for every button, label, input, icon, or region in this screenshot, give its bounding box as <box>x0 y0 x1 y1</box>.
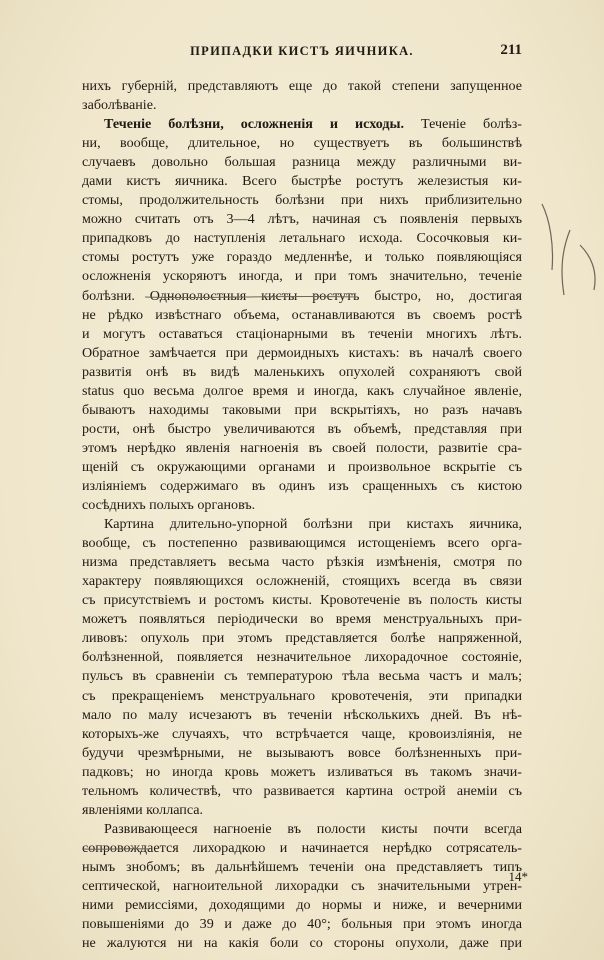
text-line <box>82 915 522 934</box>
text-line <box>82 877 522 896</box>
text-line <box>82 515 522 534</box>
pencil-underline <box>143 294 358 300</box>
text-line <box>82 191 522 210</box>
text-line-content: болѣзни. Однополостныя кисты ростутъ быстро, но, достигая <box>82 287 522 304</box>
text-line-content: заболѣваніе. <box>82 97 157 114</box>
text-line <box>82 210 522 229</box>
text-line-content: рости, онѣ быстро увеличиваются въ объемѣ, представляя при <box>82 420 522 437</box>
text-line <box>82 477 522 496</box>
text-line-content: и могутъ оставаться стаціонарными въ теченіи многихъ лѣтъ. <box>82 325 522 342</box>
text-line <box>82 363 522 382</box>
text-line-content: ни, вообще, длительное, но существуетъ въ большинствѣ <box>82 135 522 152</box>
text-line <box>82 134 522 153</box>
text-line <box>82 706 522 725</box>
text-line-content: припадковъ до наступленія летальнаго исхода. Сосочковыя ки- <box>82 230 522 247</box>
text-line <box>82 77 522 96</box>
text-line-content: сосѣднихъ полыхъ органовъ. <box>82 497 256 514</box>
text-line-content: стомы ростутъ уже гораздо медленнѣе, и только появляющіяся <box>82 249 522 266</box>
text-line-content: низма представляетъ весьма часто рѣзкія измѣненія, смотря по <box>82 554 522 571</box>
text-line-content: дами кистъ яичника. Всего быстрѣе ростутъ железистыя ки- <box>82 173 522 190</box>
text-line <box>82 248 522 267</box>
text-line-content: не рѣдко извѣстнаго объема, останавливаются въ своемъ ростѣ <box>82 306 522 323</box>
text-line <box>82 858 522 877</box>
text-line <box>82 629 522 648</box>
text-line <box>82 763 522 782</box>
text-line-content: ними ремиссіями, доходящими до нормы и ниже, и вечерними <box>82 897 522 914</box>
text-line <box>82 267 522 286</box>
text-line-content: характеру появляющихся осложненій, стоящихъ всегда въ связи <box>82 573 522 590</box>
text-line <box>82 896 522 915</box>
text-line-content: явленіями коллапса. <box>82 801 204 818</box>
text-line <box>82 610 522 629</box>
page-number: 211 <box>500 42 522 58</box>
text-line-content: изліяніемъ содержимаго въ одинъ изъ сращенныхъ съ кистою <box>82 477 522 494</box>
text-line-content: которыхъ-же случаяхъ, что встрѣчается чаще, кровоизліянія, не <box>82 725 522 742</box>
text-line <box>82 572 522 591</box>
pencil-underline <box>82 846 152 852</box>
text-line <box>82 172 522 191</box>
text-line <box>82 153 522 172</box>
text-line-content: развитія онѣ въ видѣ маленькихъ опухолей сохраняютъ свой <box>82 363 522 380</box>
text-line-content: вообще, съ постепенно развивающимся истощеніемъ всего орга- <box>82 535 522 552</box>
text-line-content: мало по малу исчезаютъ въ теченіи нѣсколькихъ дней. Въ нѣ- <box>82 706 522 723</box>
running-head: ПРИПАДКИ КИСТЪ ЯИЧНИКА. <box>190 44 414 58</box>
text-line <box>82 801 522 820</box>
text-line-content: status quo весьма долгое время и иногда, какъ случайное явленіе, <box>82 382 522 399</box>
text-line <box>82 725 522 744</box>
text-line-content: пульсъ въ сравненіи съ температурою тѣла весьма частъ и малъ; <box>82 668 522 685</box>
text-line-content: съ прекращеніемъ менструальнаго кровотеченія, эти припадки <box>82 687 522 704</box>
text-line <box>82 382 522 401</box>
text-line-content: падковъ; но иногда кровь можетъ изливаться въ такомъ значи- <box>82 763 522 780</box>
body-text <box>82 77 522 953</box>
text-line <box>82 115 522 134</box>
text-line-content: стомы, продолжительность болѣзни при нихъ приблизительно <box>82 192 522 209</box>
text-line <box>82 934 522 953</box>
text-line <box>82 820 522 839</box>
page-header <box>82 44 522 64</box>
text-line <box>82 744 522 763</box>
text-line-content: будучи чрезмѣрными, не вызываютъ вовсе болѣзненныхъ при- <box>82 744 522 761</box>
text-line <box>82 344 522 363</box>
text-line-content: нихъ губерній, представляютъ еще до такой степени запущенное <box>82 78 522 94</box>
margin-pencil-mark <box>540 200 604 310</box>
text-line-content: этомъ нерѣдко явленія нагноенія въ своей полости, развитіе сра- <box>82 439 522 456</box>
text-line <box>82 496 522 515</box>
text-line <box>82 306 522 325</box>
text-line-content: нымъ знобомъ; въ дальнѣйшемъ теченіи она представляетъ типъ <box>82 858 522 875</box>
text-line <box>82 687 522 706</box>
signature-mark: 14* <box>508 869 528 884</box>
text-line-content: болѣзненной, появляется незначительное лихорадочное состояніе, <box>82 649 522 666</box>
text-line <box>82 229 522 248</box>
text-line <box>82 96 522 115</box>
text-line-content: Обратное замѣчается при дермоидныхъ кистахъ: въ началѣ своего <box>82 344 522 361</box>
text-line <box>82 591 522 610</box>
text-line-content: сопровождается лихорадкою и начинается нерѣдко сотрясатель- <box>82 839 522 856</box>
text-line <box>82 439 522 458</box>
text-line <box>82 325 522 344</box>
text-line-content: осложненія ускоряютъ иногда, и при томъ значительно, теченіе <box>82 268 522 285</box>
text-line-content: случаевъ довольно большая разница между различными ви- <box>82 154 522 171</box>
text-line-content: съ присутствіемъ и ростомъ кисты. Кровотеченіе въ полость кисты <box>82 592 522 609</box>
text-line <box>82 534 522 553</box>
text-line <box>82 782 522 801</box>
text-line <box>82 401 522 420</box>
text-line-content: Картина длительно-упорной болѣзни при кистахъ яичника, <box>104 516 522 533</box>
text-line-content: можно считать отъ 3—4 лѣтъ, начиная съ появленія первыхъ <box>82 211 522 228</box>
text-line-content: бываютъ находимы таковыми при вскрытіяхъ, но разъ начавъ <box>82 401 522 418</box>
text-line-content: щеній съ окружающими органами и произвольное вскрытіе съ <box>82 458 522 475</box>
text-line-content: Развивающееся нагноеніе въ полости кисты почти всегда <box>104 820 522 837</box>
text-line-content: ливовъ: опухоль при этомъ представляется болѣе напряженной, <box>82 630 522 647</box>
text-line-content: тельномъ количествѣ, что развивается картина острой анеміи съ <box>82 782 522 799</box>
text-line <box>82 553 522 572</box>
text-line-content: повышеніями до 39 и даже до 40°; больныя при этомъ иногда <box>82 916 522 933</box>
text-line-content: септической, нагноительной лихорадки съ значительными утрен- <box>82 877 522 894</box>
text-line-content: можетъ появляться періодически во время менструальныхъ при- <box>82 611 522 628</box>
text-line <box>82 648 522 667</box>
text-line-content: не жалуются ни на какія боли со стороны опухоли, даже при <box>82 935 522 952</box>
text-line <box>82 458 522 477</box>
section-heading: Теченіе болѣзни, осложненія и исходы. <box>104 116 405 133</box>
text-line <box>82 420 522 439</box>
text-line-content: Теченіе болѣз- <box>404 116 523 133</box>
text-line <box>82 667 522 686</box>
